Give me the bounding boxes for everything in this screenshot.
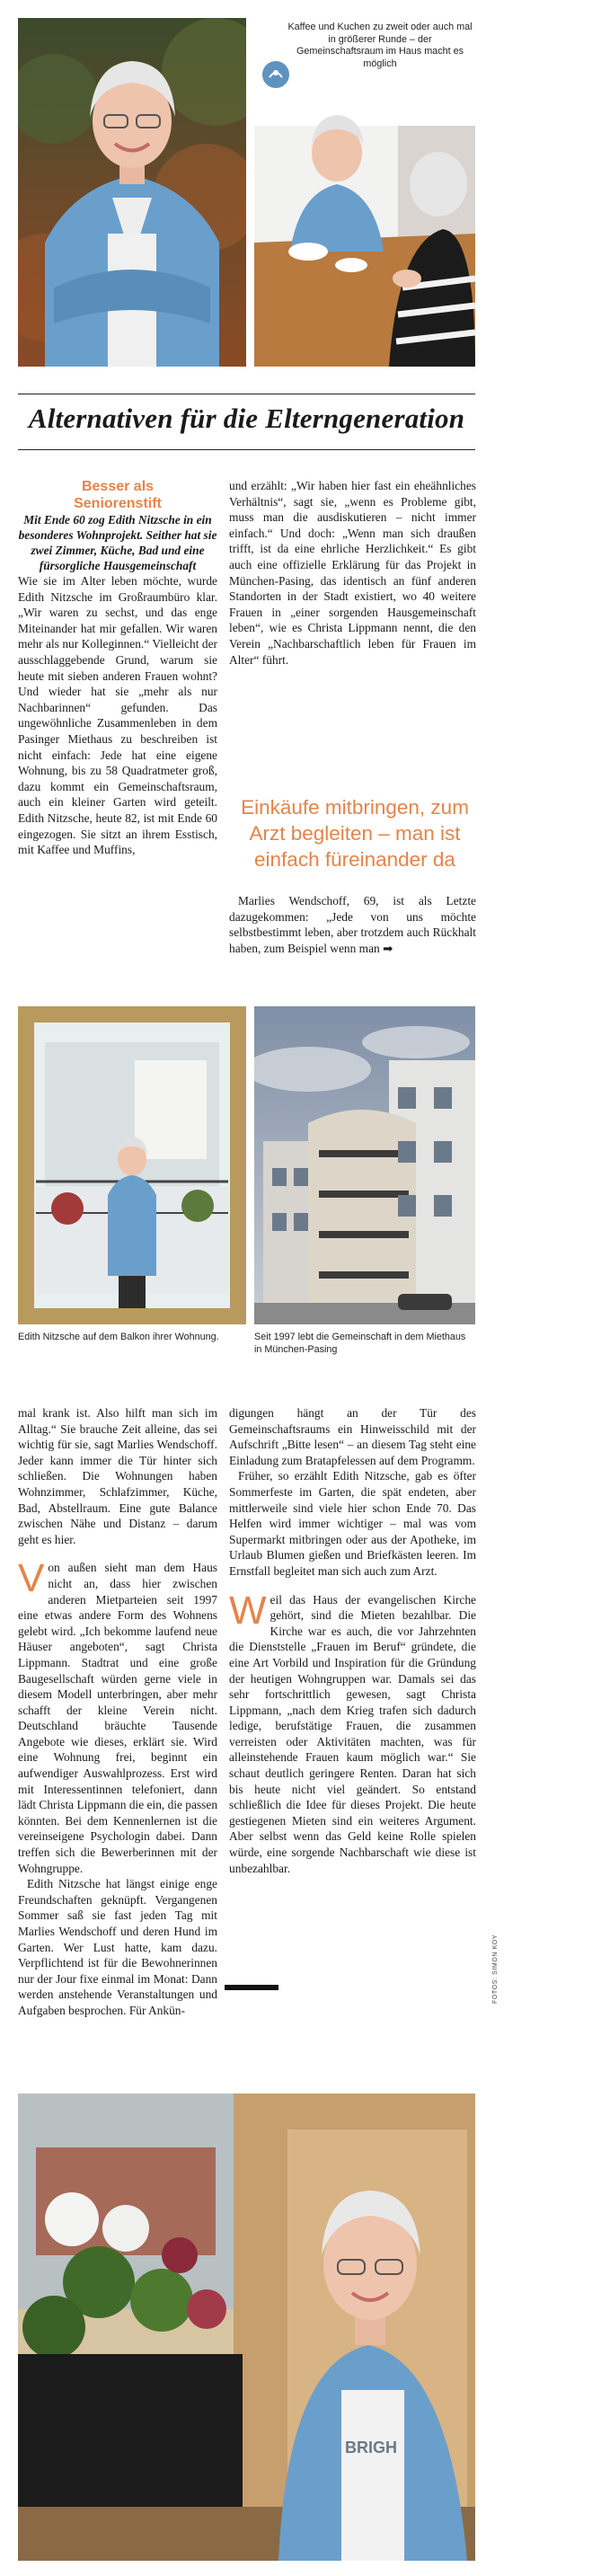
col4-paragraph-3: Weil das Haus der evangelischen Kirche gehört, sind die Mieten bezahlbar. Die Kirche war es auch, die vor Jahrzehnten die Dienststelle „Frauen im Beruf“ gründete, die eine Art Vorbild und Inspiration für die Gründung der heutigen Wohngruppen war. Damals sei das sehr fortschrittlich gewesen, sagt Christa Lippmann, „nach dem Krieg trafen sich dadurch ledige, berufstätige Frauen, die zusammen verreisten oder Aktivitäten machten, was für alleinstehende Frauen kaum möglich war.“ Sie schaut deutlich geringere Renten. Daran hat sich bis heute nicht viel geändert. So entstand schließlich die Idee für dieses Projekt. Die heute gestiegenen Mieten sind ein weiteres Argument. Aber selbst wenn das Geld keine Rolle spielen würde, eine sorgende Nachbarschaft wie diese ist unbezahlbar. [229, 1588, 476, 1875]
column-2 [229, 478, 476, 668]
column-3 [18, 1405, 217, 2019]
col1-paragraph: Wie sie im Alter leben möchte, wurde Edith Nitzsche im Großraumbüro klar. „Wir waren zu sechst, und das enge Miteinander hat mir gefallen. Wir waren mehr als nur Kolleginnen.“ Vielleicht der ausschlaggebende Grund, warum sie heute mit sieben anderen Frauen wohnt? Und wieder hat sie „mehr als nur Nachbarinnen“ gefunden. Das ungewöhnliche Zusammenleben in dem Pasinger Miethaus zu beschreiben ist nicht einfach: Jede hat eine eigene Wohnung, bis zu 58 Quadratmeter groß, dazu kommt ein Gemeinschaftsraum, auch ein kleiner Garten wird geteilt. Edith Nitzsche, heute 82, ist mit Ende 60 eingezogen. Sie sitzt an ihrem Esstisch, mit Kaffee und Muffins, [18, 574, 217, 857]
caption-house: Seit 1997 lebt die Gemeinschaft in dem Miethaus in München-Pasing [254, 1332, 466, 1355]
col2-paragraph: und erzählt: „Wir haben hier fast ein eheähnliches Verhältnis“, sagt sie, „wenn es Probleme gibt, muss man die ausdiskutieren – nicht immer einfach.“ Und doch: „Wenn man sich draußen trifft, ist da eine ehrliche Herzlichkeit.“ Es gibt auch eine offizielle Erklärung für das Projekt in München-Pasing, das identisch an fünf anderen Standorten in der Stadt existiert, wo 40 weitere Frauen in „einer sorgenden Hausgemeinschaft leben“, wie es Christa Lippmann nennt, die den Verein „Nachbarschaftlich leben für Frauen im Alter“ führt. [229, 479, 476, 667]
intro-text: Mit Ende 60 zog Edith Nitzsche in ein besonderes Wohnprojekt. Seither hat sie zwei Zimmer, Küche, Bad und eine fürsorgliche Hausgemeinschaft [18, 513, 217, 572]
caption-common-room: Kaffee und Kuchen zu zweit oder auch mal in größerer Runde – der Gemeinschaftsraum im Haus macht es möglich [287, 22, 473, 69]
column-4 [229, 1405, 476, 1876]
pull-quote: Einkäufe mitbringen, zum Arzt begleiten – man ist einfach füreinander da [241, 796, 469, 871]
photo-house [254, 1006, 475, 1324]
col3-paragraph-3: Edith Nitzsche hat längst einige enge Freundschaften geknüpft. Vergangenen Sommer saß sie fast jeden Tag mit Marlies Wendschoff und deren Hund im Garten. Wer Lust hatte, kam dazu. Verpflichtend ist für die Bewohnerinnen nur der Jour fixe einmal im Monat: Dann werden anstehende Veranstaltungen und Aufgaben besprochen. Für Ankün- [18, 1877, 217, 2017]
section-heading: Besser als Seniorenstift [74, 479, 162, 511]
dropcap-w: W [229, 1588, 267, 1633]
continue-arrow-icon: ➡ [383, 942, 393, 956]
end-mark [225, 1985, 278, 1990]
photo-balcony [18, 1006, 246, 1324]
dropcap-v: V [18, 1556, 45, 1601]
column-2b [229, 893, 476, 957]
photo-edith-portrait [18, 18, 246, 367]
photo-edith-window [18, 2094, 475, 2561]
title-rule-bottom [18, 449, 475, 450]
shirt-lettering: BRIGH [345, 2439, 397, 2456]
col4-paragraph-2: Früher, so erzählt Edith Nitzsche, gab es öfter Sommerfeste im Garten, die spät endeten, aber mittlerweile sind viele hier schon Ende 70. Das Helfen wird immer wichtiger – mal was vom Supermarkt mitbringen oder aus der Apotheke, im Urlaub Blumen gießen und Briefkästen leeren. Im Ernstfall begleitet man sich auch zum Arzt. [229, 1469, 476, 1578]
col2b-paragraph: Marlies Wendschoff, 69, ist als Letzte dazugekommen: „Jede von uns möchte selbstbestimmt leben, aber trotzdem auch Rückhalt haben, zum Beispiel wenn man ➡ [229, 894, 476, 956]
caption-balcony: Edith Nitzsche auf dem Balkon ihrer Wohnung. [18, 1332, 219, 1342]
column-1 [18, 478, 217, 858]
article-title: Alternativen für die Elterngeneration [28, 403, 465, 434]
col3-paragraph-2: Von außen sieht man dem Haus nicht an, dass hier zwischen anderen Mietparteien seit 1997 eine etwas andere Form des Wohnens gelebt wird. „Ich bekomme laufend neue Häuser angeboten“, sagt Christa Lippmann. Stadtrat und eine große Baugesellschaft würden gerne viele in diesem Modell unterbringen, aber mehr schafft der kleine Verein nicht. Deutschland bräuchte Tausende Angebote wie dieses, erklärt sie. Wird eine Wohnung frei, beginnt ein aufwendiger Auswahlprozess. Erst wird mit Interessentinnen telefoniert, dann lädt Christa Lippmann die ein, die passen könnten. Bei dem Kennenlernen ist die vereinseigene Psychologin dabei. Dann treffen sich die Bewerberinnen mit der Wohngruppe. [18, 1556, 218, 1875]
photo-credit: FOTOS: SIMON KOY [492, 1934, 499, 2004]
col4-paragraph-1: digungen hängt an der Tür des Gemeinschaftsraums ein Hinweisschild mit der Aufschrift „Bitte lesen“ – an diesem Tag steht eine Einladung zum Bratapfelessen auf dem Programm. [229, 1406, 476, 1467]
col3-paragraph-1: mal krank ist. Also hilft man sich im Alltag.“ Sie brauche Zeit alleine, das sei wichtig für sie, sagt Marlies Wendschoff. Jeder kann immer die Tür hinter sich schließen. Die Wohnungen haben Wohnzimmer, Schlafzimmer, Küche, Bad, Abstellraum. Eine gute Balance zwischen Nähe und Distanz – darum geht es hier. [18, 1406, 217, 1546]
